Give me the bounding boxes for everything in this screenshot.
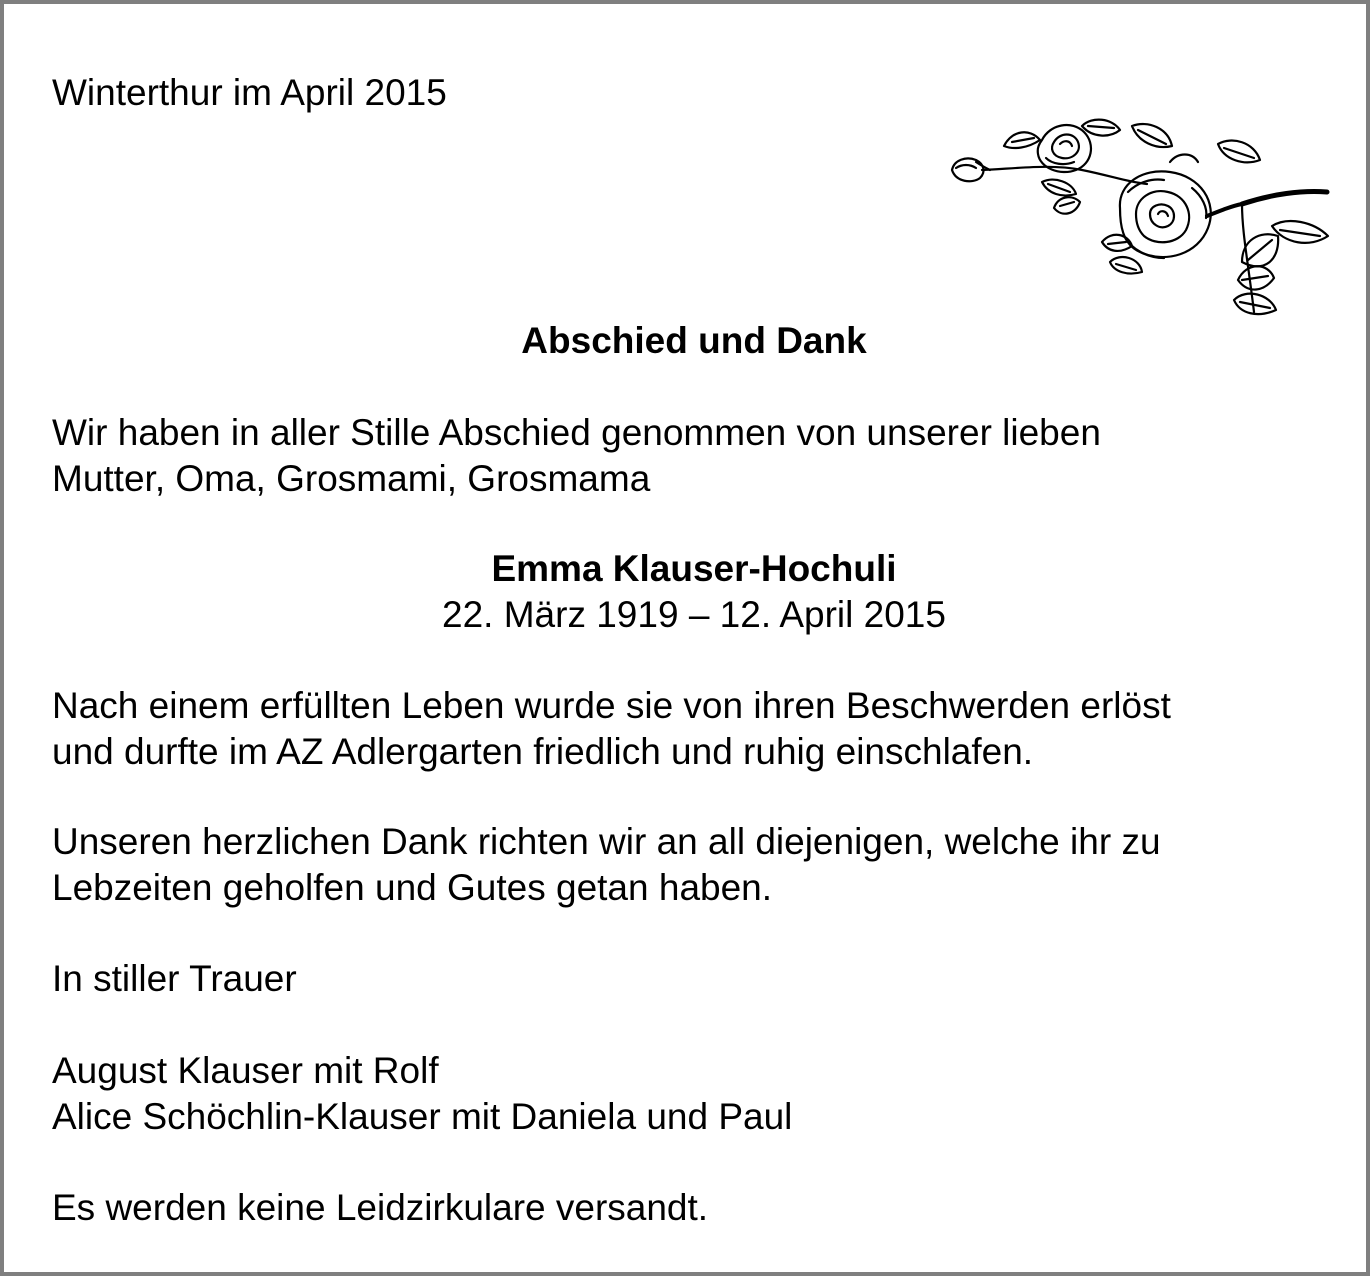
place-date: Winterthur im April 2015 <box>52 72 447 113</box>
intro-line-1: Wir haben in aller Stille Abschied genommen von unserer lieben <box>52 412 1101 453</box>
heading: Abschied und Dank <box>521 320 867 361</box>
deceased-name: Emma Klauser-Hochuli <box>491 548 897 589</box>
closing-note: Es werden keine Leidzirkulare versandt. <box>52 1187 709 1228</box>
passage-2-line-1: Unseren herzlichen Dank richten wir an all diejenigen, welche ihr zu <box>52 821 1161 862</box>
life-dates: 22. März 1919 – 12. April 2015 <box>442 594 946 635</box>
passage-2-line-2: Lebzeiten geholfen und Gutes getan haben. <box>52 867 773 908</box>
roses-illustration-icon <box>942 112 1342 322</box>
family-line-2: Alice Schöchlin-Klauser mit Daniela und Paul <box>52 1096 793 1137</box>
intro-line-2: Mutter, Oma, Grosmami, Grosmama <box>52 458 651 499</box>
mourning-line: In stiller Trauer <box>52 958 297 999</box>
family-line-1: August Klauser mit Rolf <box>52 1050 439 1091</box>
passage-1-line-2: und durfte im AZ Adlergarten friedlich und ruhig einschlafen. <box>52 731 1034 772</box>
passage-1-line-1: Nach einem erfüllten Leben wurde sie von ihren Beschwerden erlöst <box>52 685 1171 726</box>
